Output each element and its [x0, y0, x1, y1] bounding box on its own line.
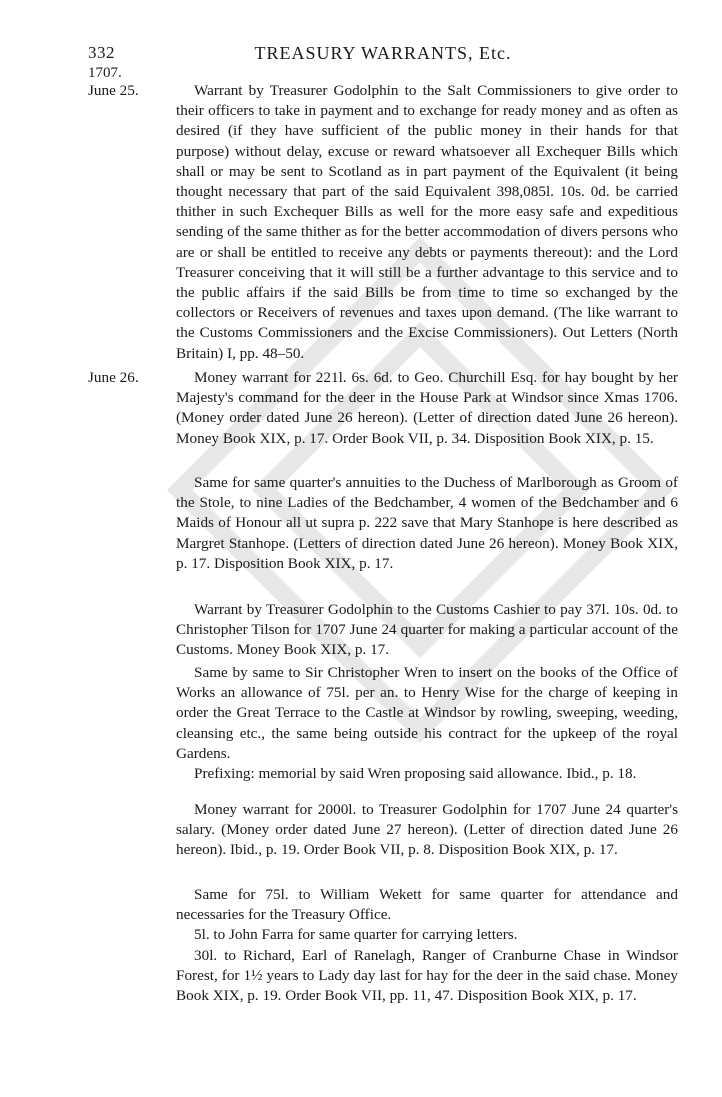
entry-note: Prefixing: memorial by said Wren proposing said allowance. Ibid., p. 18.: [194, 765, 637, 783]
entry-paragraph: [176, 368, 678, 449]
entry-date: June 25.: [88, 82, 139, 99]
entry-paragraph: [176, 663, 678, 784]
entry-line: 5l. to John Farra for same quarter for carrying letters.: [194, 926, 518, 944]
year-marker: 1707.: [88, 65, 122, 81]
page-header: [88, 43, 678, 67]
entry-text: Same by same to Sir Christopher Wren to insert on the books of the Office of Works an allowance of 75l. per an. to Henry Wise for the charge of keeping in order the Great Terrace to the Castle at Windsor by rowling, sweeping, weeding, cleansing etc., the same being outside his contract for the upkeep of the royal Gardens.: [176, 664, 678, 762]
entry-text: Warrant by Treasurer Godolphin to the Customs Cashier to pay 37l. 10s. 0d. to Christopher Tilson for 1707 June 24 quarter for making a particular account of the Customs. Money Book XIX, p. 17.: [176, 601, 678, 659]
entry-paragraph: [176, 81, 678, 364]
entry-date: June 26.: [88, 369, 139, 386]
entry-text: Same for same quarter's annuities to the Duchess of Marlborough as Groom of the Stole, to nine Ladies of the Bedchamber, 4 women of the Bedchamber and 6 Maids of Honour all ut supra p. 222 save that Mary Stanhope is here described as Margret Stanhope. (Letters of direction dated June 26 hereon). Money Book XIX, p. 17. Disposition Book XIX, p. 17.: [176, 474, 678, 572]
entry-paragraph: [176, 800, 678, 861]
entry-text: Money warrant for 2000l. to Treasurer Godolphin for 1707 June 24 quarter's salary. (Money order dated June 27 hereon). (Letter of direction dated June 26 hereon). Ibid., p. 19. Order Book VII, p. 8. Disposition Book XIX, p. 17.: [176, 801, 678, 859]
entry-line: 30l. to Richard, Earl of Ranelagh, Ranger of Cranburne Chase in Windsor Forest, for 1½ years to Lady day last for hay for the deer in the said chase. Money Book XIX, p. 19. Order Book VII, pp. 11, 47. Disposition Book XIX, p. 17.: [176, 946, 678, 1005]
entry-paragraph: [176, 473, 678, 574]
entry-paragraph: [176, 600, 678, 661]
running-title: TREASURY WARRANTS, Etc.: [254, 43, 512, 63]
entry-paragraph: [176, 885, 678, 1006]
entry-text: Money warrant for 221l. 6s. 6d. to Geo. Churchill Esq. for hay bought by her Majesty's command for the deer in the House Park at Windsor since Xmas 1706. (Money order dated June 26 hereon). (Letter of direction dated June 26 hereon). Money Book XIX, p. 17. Order Book VII, p. 34. Disposition Book XIX, p. 15.: [176, 369, 678, 447]
entry-text: Warrant by Treasurer Godolphin to the Salt Commissioners to give order to their officers to take in payment and to exchange for ready money and as often as desired (if they have sufficient of the public money in their hands for that purpose) without delay, excuse or reward whatsoever all Exchequer Bills which shall or may be sent to Scotland as in part payment of the Equivalent (it being thought necessary that part of the said Equivalent 398,085l. 10s. 0d. be carried thither in such Exchequer Bills as well for the more easy safe and expeditious sending of the same thither as for the better accommodation of divers persons who are or shall be entitled to receive any debts or payments thereout): and the Lord Treasurer conceiving that it will still be a further advantage to this service and to the public affairs if the said Bills be from time to time so exchanged by the collectors or Receivers of revenues and taxes upon demand. (The like warrant to the Customs Commissioners and the Excise Commissioners). Out Letters (North Britain) I, pp. 48–50.: [176, 82, 678, 362]
entry-text: Same for 75l. to William Wekett for same quarter for attendance and necessaries for the Treasury Office.: [176, 886, 678, 924]
page-number: 332: [88, 43, 115, 62]
